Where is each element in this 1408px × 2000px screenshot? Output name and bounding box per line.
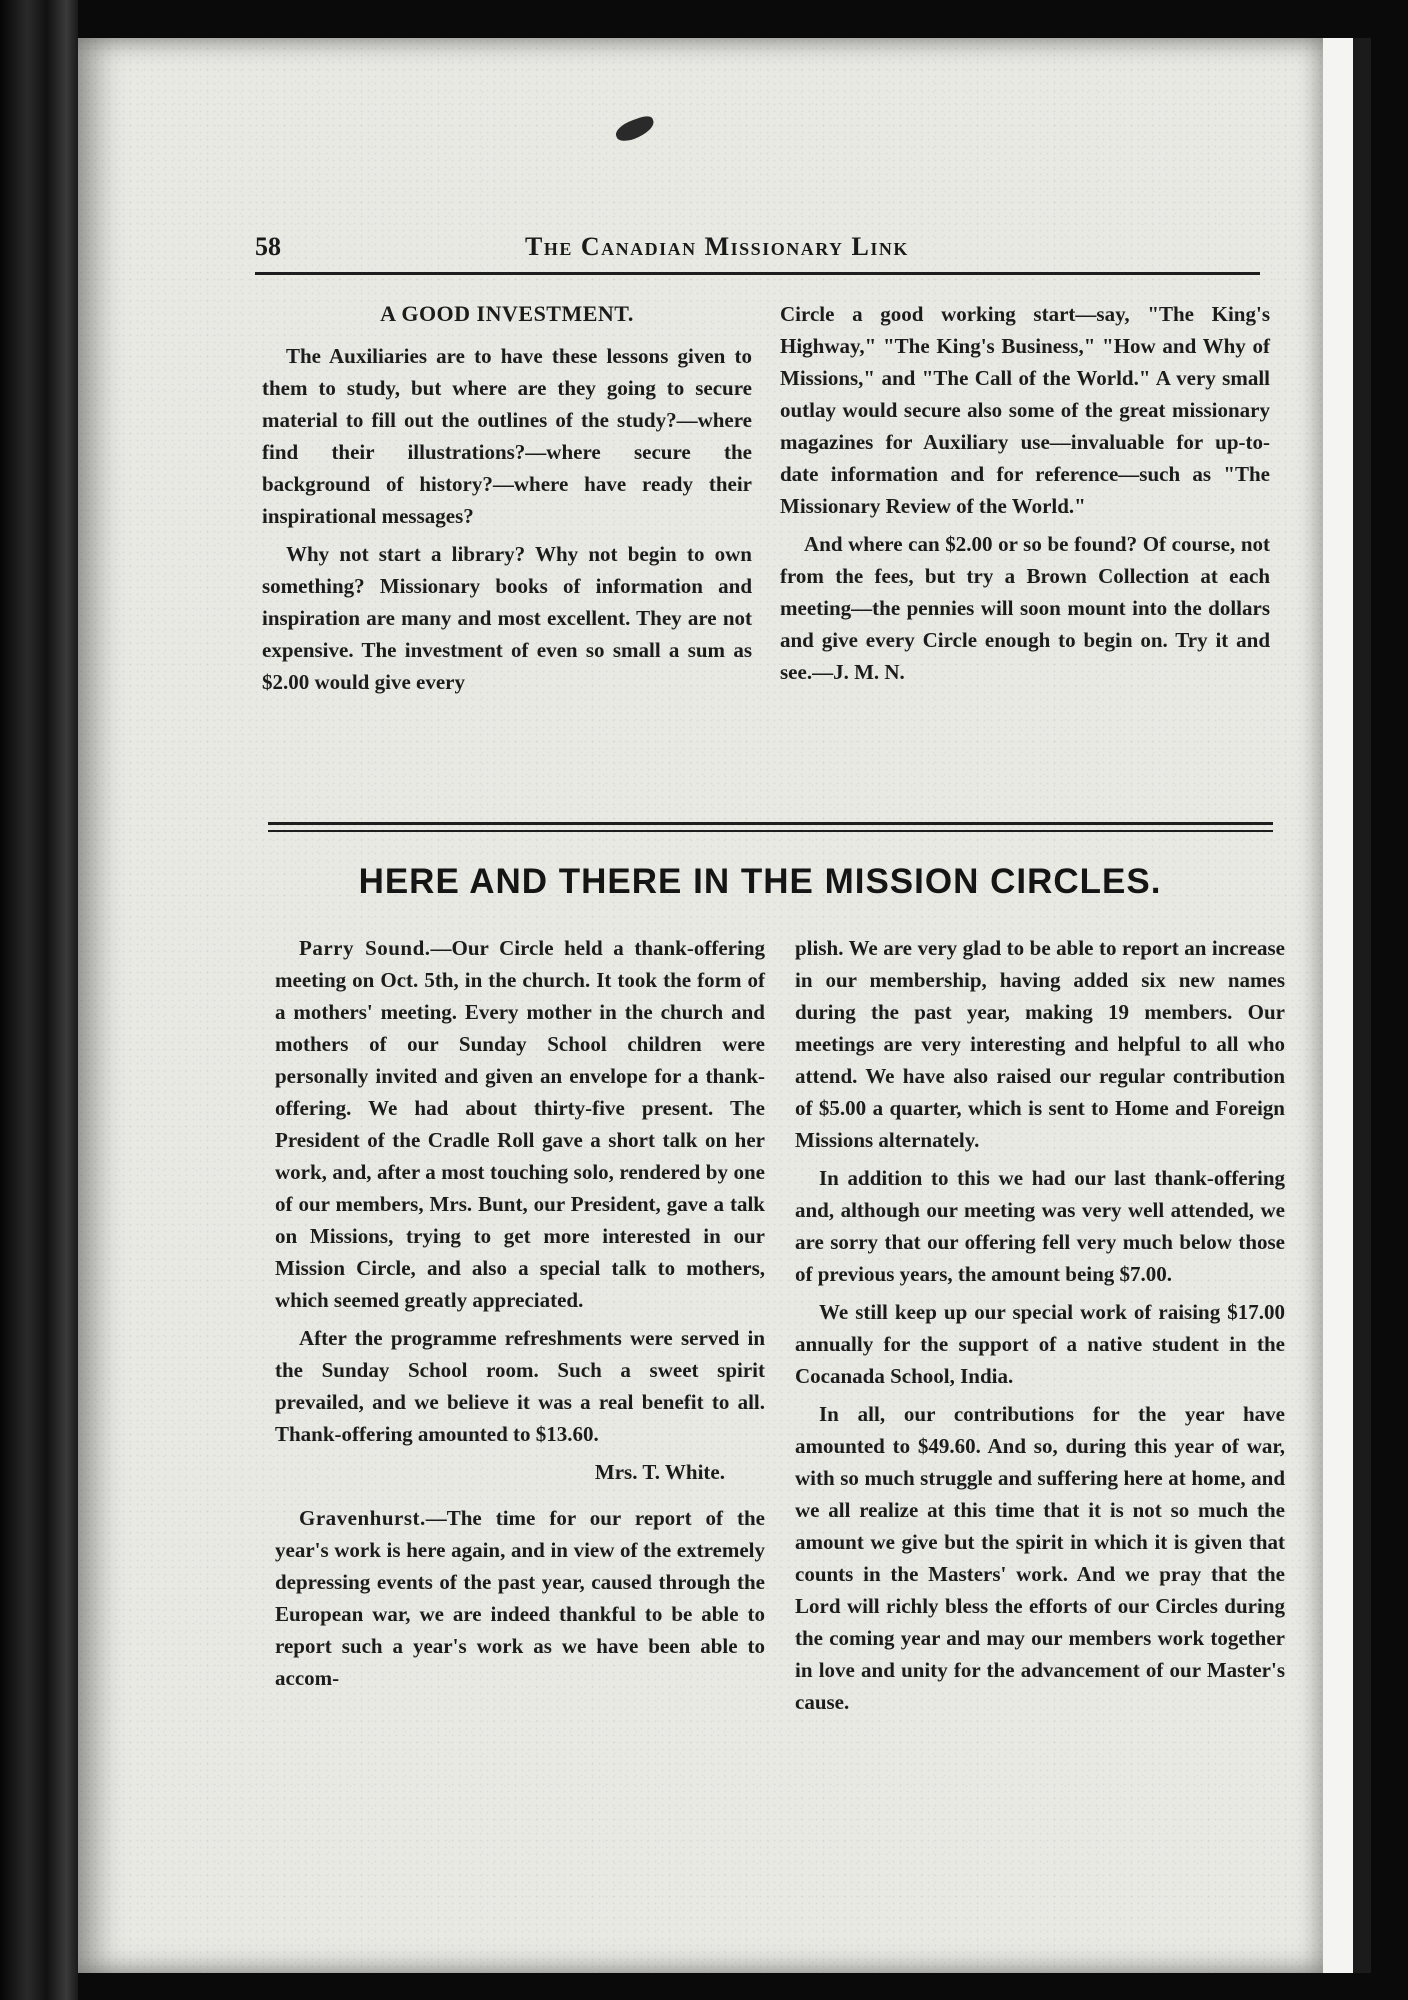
- article-1-left-column: [262, 298, 752, 704]
- article-1-title: A GOOD INVESTMENT.: [380, 301, 634, 326]
- bottom-shadow: [78, 1973, 1371, 2000]
- running-head: [255, 232, 1255, 266]
- section-rule-top: [268, 822, 1273, 825]
- gravenhurst-paragraph: plish. We are very glad to be able to report an increase in our membership, having added six new names during the past year, making 19 members. Our meetings are very interesting and helpful to all who attend. We have also raised our regular contribution of $5.00 a quarter, which is sent to Home and Foreign Missions alternately.: [795, 936, 1285, 1152]
- article-1-paragraph: And where can $2.00 or so be found? Of course, not from the fees, but try a Brown Collection at each meeting—the pennies will soon mount into the dollars and give every Circle enough to begin on. Try it and see.—J. M. N.: [780, 532, 1270, 684]
- parry-sound-paragraph: After the programme refreshments were served in the Sunday School room. Such a sweet spirit prevailed, and we believe it was a real benefit to all. Thank-offering amounted to $13.60.: [275, 1326, 765, 1446]
- book-spine-right: [1353, 38, 1371, 1973]
- gravenhurst-paragraph: In all, our contributions for the year have amounted to $49.60. And so, during this year of war, with so much struggle and suffering here at home, and we all realize at this time that it is not so much the amount we give but the spirit in which it is given that counts in the Masters' work. And we pray that the Lord will richly bless the efforts of our Circles during the coming year and may our members work together in love and unity for the advancement of our Master's cause.: [795, 1402, 1285, 1714]
- book-binding: [0, 0, 78, 2000]
- article-1-paragraph: Why not start a library? Why not begin to own something? Missionary books of information and inspiration are many and most excellent. They are not expensive. The investment of even so small a sum as $2.00 would give every: [262, 542, 752, 694]
- gravenhurst-paragraph: In addition to this we had our last thank-offering and, although our meeting was very well attended, we are sorry that our offering fell very much below those of previous years, the amount being $7.00.: [795, 1166, 1285, 1286]
- page-number: 58: [255, 232, 281, 261]
- article-1-paragraph: Circle a good working start—say, "The King's Highway," "The King's Business," "How and Why of Missions," and "The Call of the World." A very small outlay would secure also some of the great missionary magazines for Auxiliary use—invaluable for up-to-date information and for reference—such as "The Missionary Review of the World.": [780, 302, 1270, 518]
- gravenhurst-paragraph: We still keep up our special work of raising $17.00 annually for the support of a native student in the Cocanada School, India.: [795, 1300, 1285, 1388]
- gravenhurst-report: —The time for our report of the year's work is here again, and in view of the extremely depressing events of the past year, caused through the European war, we are indeed thankful to be able to report such a year's work as we have been able to accom-: [275, 1506, 765, 1690]
- article-2-left-column: [275, 932, 765, 1700]
- signature: Mrs. T. White.: [594, 1460, 725, 1484]
- article-1-right-column: [780, 298, 1270, 694]
- journal-title: The Canadian Missionary Link: [525, 232, 909, 261]
- article-1-paragraph: The Auxiliaries are to have these lessons given to them to study, but where are they going to secure material to fill out the outlines of the study?—where find their illustrations?—where secure the background of history?—where have ready their inspirational messages?: [262, 344, 752, 528]
- parry-sound-report: —Our Circle held a thank-offering meeting on Oct. 5th, in the church. It took the form of a mothers' meeting. Every mother in the church and mothers of our Sunday School children were personally invited and given an envelope for a thank-offering. We had about thirty-five present. The President of the Cradle Roll gave a short talk on her work, and, after a most touching solo, rendered by one of our members, Mrs. Bunt, our President, gave a talk on Missions, trying to get more interested in our Mission Circle, and also a special talk to mothers, which seemed greatly appreciated.: [275, 936, 765, 1312]
- page-edge: [1323, 38, 1353, 1973]
- article-2-title: HERE AND THERE IN THE MISSION CIRCLES.: [358, 862, 1162, 901]
- place-gravenhurst: Gravenhurst.: [299, 1506, 426, 1530]
- article-2-right-column: [795, 932, 1285, 1724]
- place-parry-sound: Parry Sound.: [299, 936, 431, 960]
- section-rule-bottom: [268, 830, 1273, 832]
- header-rule: [255, 272, 1260, 275]
